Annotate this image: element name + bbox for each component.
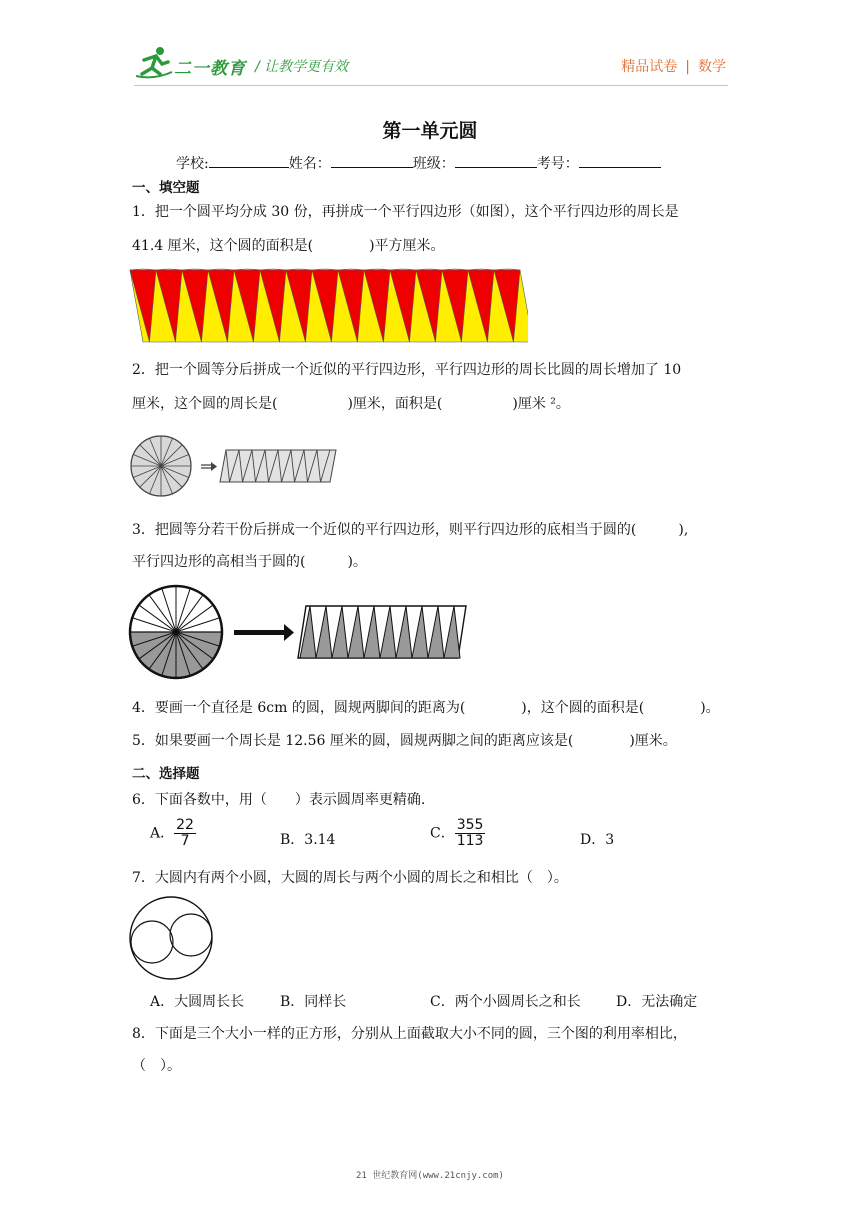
q6-option-d[interactable]: D．3 <box>580 832 615 848</box>
question-3-line-2: 平行四边形的高相当于圆的( )。 <box>132 554 367 570</box>
class-blank[interactable] <box>455 153 537 168</box>
question-7: 7．大圆内有两个小圆，大圆的周长与两个小圆的周长之和相比（ ）。 <box>132 870 568 886</box>
section-heading-fill-blank: 一、填空题 <box>132 180 200 196</box>
logo-text: 二一教育 <box>174 59 246 79</box>
exam-no-blank[interactable] <box>579 153 661 168</box>
half-shaded-circle <box>130 586 222 678</box>
name-blank[interactable] <box>331 153 413 168</box>
circles-figure <box>128 896 216 982</box>
question-4: 4．要画一个直径是 6cm 的圆，圆规两脚间的距离为( )，这个圆的面积是( )。 <box>132 700 720 716</box>
arrow-icon <box>201 462 217 471</box>
question-2-line-1: 2．把一个圆等分后拼成一个近似的平行四边形，平行四边形的周长比圆的周长增加了 10 <box>132 362 682 378</box>
sectored-circle-small <box>131 436 191 496</box>
fraction-denominator: 113 <box>456 833 484 849</box>
name-label: 姓名： <box>288 156 331 172</box>
wedge-strip <box>130 269 528 342</box>
q7-option-c[interactable]: C．两个小圆周长之和长 <box>430 994 581 1010</box>
page-title: 第一单元圆 <box>382 120 478 142</box>
question-3-line-1: 3．把圆等分若干份后拼成一个近似的平行四边形，则平行四边形的底相当于圆的( ), <box>132 522 689 538</box>
large-circle <box>130 897 212 979</box>
question-8-line-2: （ ）。 <box>132 1058 181 1074</box>
q6-option-b[interactable]: B．3.14 <box>280 832 336 848</box>
header-slogan: / 让教学更有效 <box>255 59 349 75</box>
student-info-line <box>176 153 661 173</box>
question-5: 5．如果要画一个周长是 12.56 厘米的圆，圆规两脚之间的距离应该是( )厘米。 <box>132 733 677 749</box>
q6-option-c[interactable] <box>430 818 485 849</box>
q6-option-a[interactable] <box>150 818 196 849</box>
school-label: 学校: <box>176 156 209 172</box>
q6-option-c-label: C． <box>430 825 455 842</box>
fraction-numerator: 355 <box>456 817 484 833</box>
school-blank[interactable] <box>209 153 289 168</box>
page-footer: 21 世纪教育网(www.21cnjy.com) <box>356 1171 504 1181</box>
circle-to-parallelogram-small-figure <box>128 434 338 498</box>
q7-option-d[interactable]: D．无法确定 <box>616 994 698 1010</box>
parallelogram-small <box>220 450 336 482</box>
header-separator: | <box>685 59 690 75</box>
fraction-denominator: 7 <box>180 833 190 849</box>
class-label: 班级： <box>412 156 455 172</box>
arrow-right-icon <box>234 624 294 641</box>
header-tags <box>621 56 726 76</box>
question-1-line-2: 41.4 厘米，这个圆的面积是( )平方厘米。 <box>132 238 445 254</box>
header-tag: 精品试卷 <box>621 59 678 75</box>
exam-no-label: 考号： <box>536 156 579 172</box>
fraction-22-7 <box>174 818 196 849</box>
fraction-numerator: 22 <box>176 817 194 833</box>
q7-option-b[interactable]: B．同样长 <box>280 994 347 1010</box>
question-8-line-1: 8．下面是三个大小一样的正方形，分别从上面截取大小不同的圆，三个图的利用率相比， <box>132 1026 687 1042</box>
circle-to-parallelogram-large-figure <box>128 584 468 680</box>
question-2-line-2: 厘米，这个圆的周长是( )厘米，面积是( )厘米 ²。 <box>132 396 570 412</box>
fraction-355-113 <box>455 818 486 849</box>
section-heading-choice: 二、选择题 <box>132 766 200 782</box>
logo-runner-icon <box>134 44 174 80</box>
parallelogram-wedges-figure <box>128 268 528 344</box>
question-6: 6．下面各数中，用（ ）表示圆周率更精确. <box>132 792 426 808</box>
question-1-line-1: 1．把一个圆平均分成 30 份，再拼成一个平行四边形（如图），这个平行四边形的周长是 <box>132 204 679 220</box>
q7-option-a[interactable]: A．大圆周长长 <box>150 994 245 1010</box>
q6-option-a-label: A． <box>150 825 175 842</box>
header-divider <box>134 85 728 86</box>
header-subject: 数学 <box>698 59 726 75</box>
parallelogram-large <box>298 606 466 658</box>
